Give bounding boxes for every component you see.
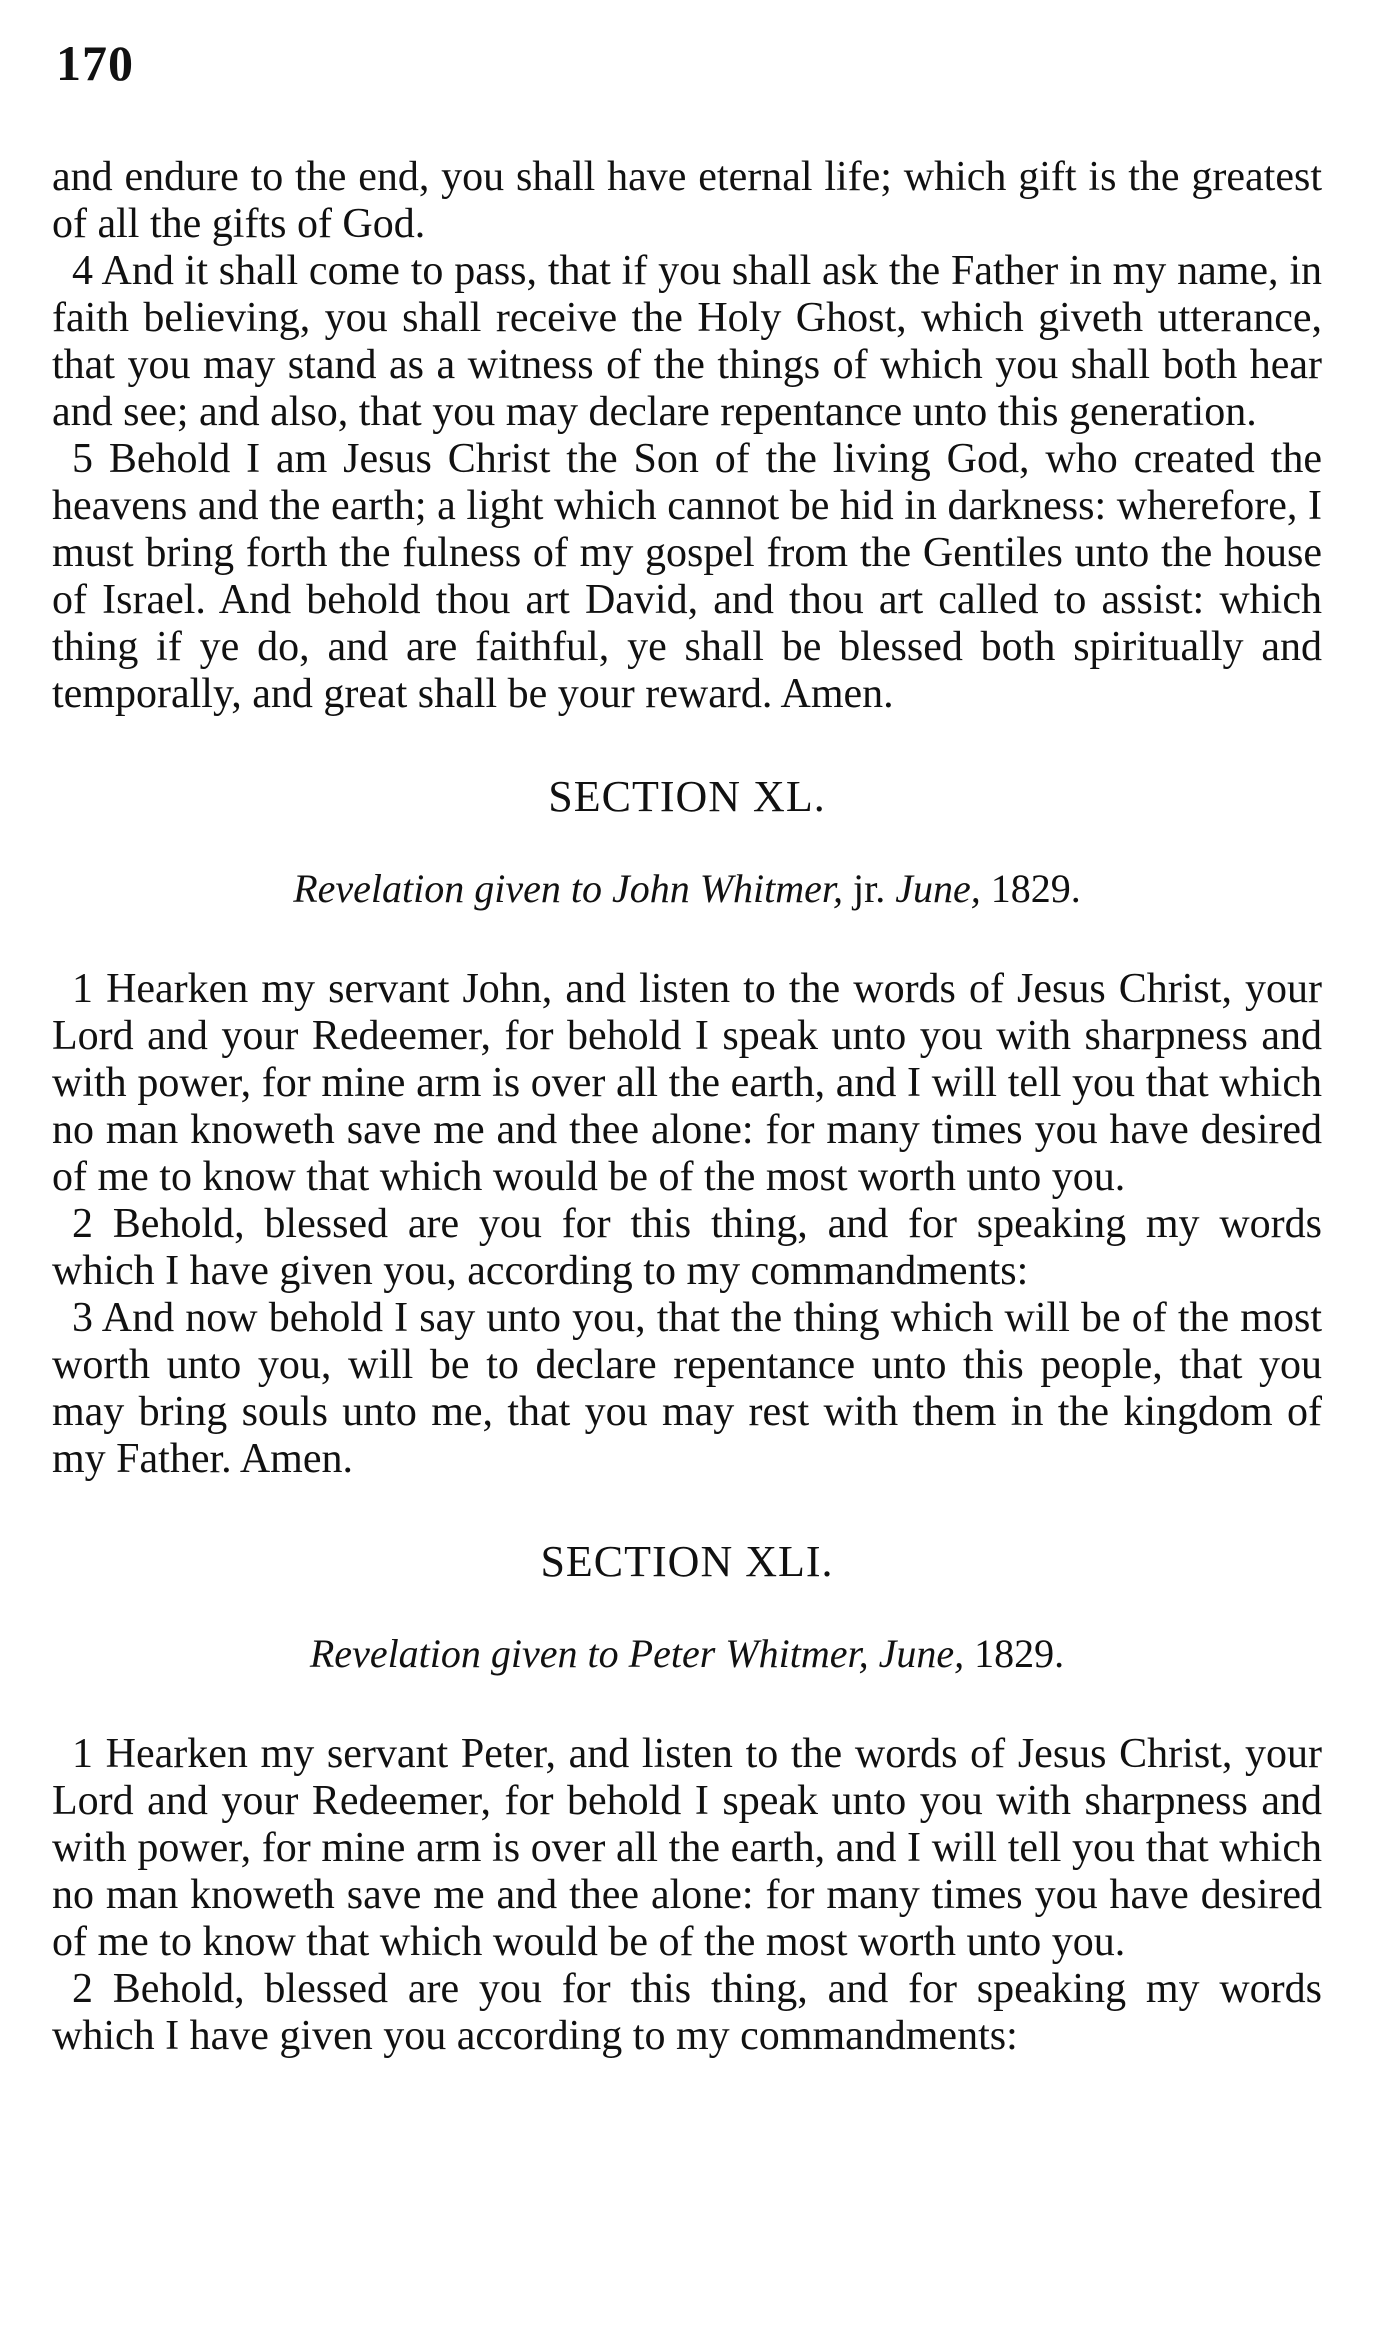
verse-2: 2 Behold, blessed are you for this thing, and for speaking my words which I have given you according to my commandments: <box>52 1966 1322 2059</box>
subtitle-italic-part: June, <box>895 866 981 911</box>
subtitle-year: 1829. <box>980 866 1081 911</box>
subtitle-roman-part <box>869 1631 879 1676</box>
section-heading: SECTION XL. <box>548 772 826 821</box>
verse-4: 4 And it shall come to pass, that if you shall ask the Father in my name, in faith believing, you shall receive the Holy Ghost, which giveth utterance, that you may stand as a witness of the things of which you shall both hear and see; and also, that you may declare repentance unto this generation. <box>52 248 1322 435</box>
opening-text <box>52 154 1322 718</box>
section-body <box>52 966 1322 1483</box>
subtitle-year: 1829. <box>964 1631 1065 1676</box>
page-number: 170 <box>56 35 134 91</box>
verse-2: 2 Behold, blessed are you for this thing, and for speaking my words which I have given you, according to my commandments: <box>52 1201 1322 1294</box>
subtitle-italic-part: Revelation given to Peter Whitmer, <box>309 1631 869 1676</box>
continuation-paragraph: and endure to the end, you shall have eternal life; which gift is the greatest of all the gifts of God. <box>52 154 1322 247</box>
subtitle-italic-part: Revelation given to John Whitmer, <box>293 866 844 911</box>
subtitle-roman-part: jr. <box>843 866 896 911</box>
verse-3: 3 And now behold I say unto you, that the thing which will be of the most worth unto you, will be to declare repentance unto this people, that you may bring souls unto me, that you may rest with them in the kingdom of my Father. Amen. <box>52 1295 1322 1482</box>
book-page <box>52 35 1322 2060</box>
section-subtitle <box>52 864 1322 914</box>
section-body <box>52 1731 1322 2060</box>
section-subtitle <box>52 1629 1322 1679</box>
verse-1: 1 Hearken my servant John, and listen to the words of Jesus Christ, your Lord and your Redeemer, for behold I speak unto you with sharpness and with power, for mine arm is over all the earth, and I will tell you that which no man knoweth save me and thee alone: for many times you have desired of me to know that which would be of the most worth unto you. <box>52 966 1322 1200</box>
section-xl <box>52 772 1322 1483</box>
subtitle-italic-part: June, <box>878 1631 965 1676</box>
verse-5: 5 Behold I am Jesus Christ the Son of the living God, who created the heavens and the earth; a light which cannot be hid in darkness: wherefore, I must bring forth the fulness of my gospel from the Gentiles unto the house of Israel. And behold thou art David, and thou art called to assist: which thing if ye do, and are faithful, ye shall be blessed both spiritually and temporally, and great shall be your reward. Amen. <box>52 436 1322 717</box>
section-heading: SECTION XLI. <box>540 1537 834 1586</box>
verse-1: 1 Hearken my servant Peter, and listen to the words of Jesus Christ, your Lord and your Redeemer, for behold I speak unto you with sharpness and with power, for mine arm is over all the earth, and I will tell you that which no man knoweth save me and thee alone: for many times you have desired of me to know that which would be of the most worth unto you. <box>52 1731 1322 1965</box>
section-xli <box>52 1537 1322 2060</box>
